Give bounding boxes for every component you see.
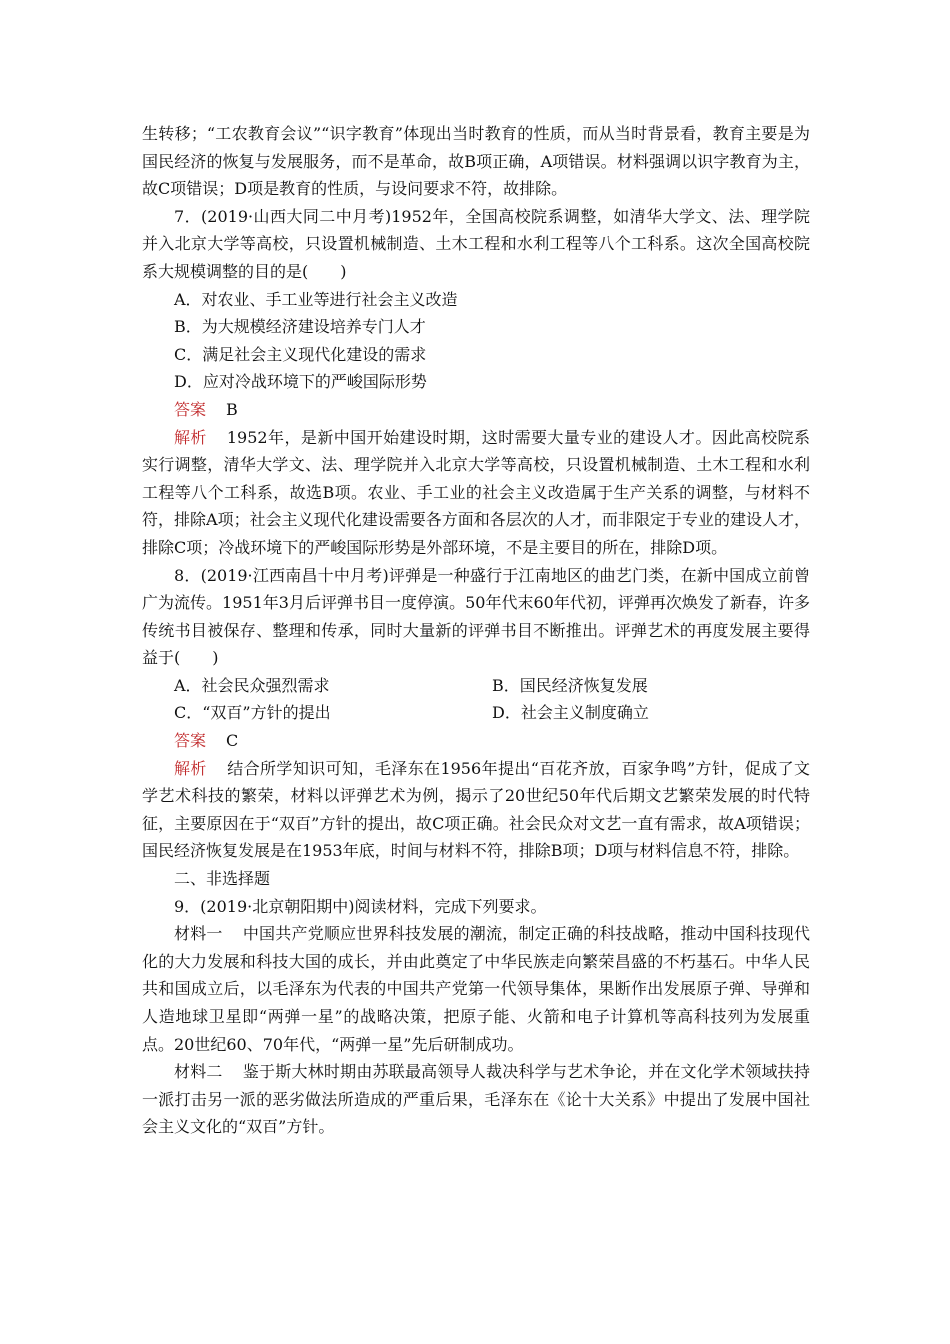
- answer-value: C: [226, 731, 239, 751]
- material-text: 中国共产党顺应世界科技发展的潮流，制定正确的科技战略，推动中国科技现代化的大力发展和科技大国的成长，并由此奠定了中华民族走向繁荣昌盛的不朽基石。中华人民共和国成立后，以毛泽东为代表的中国共产党第一代领导集体，果断作出发展原子弹、导弹和人造地球卫星即“两弹一星”的战略决策，把原子能、火箭和电子计算机等高科技列为发展重点。20世纪60、70年代，“两弹一星”先后研制成功。: [142, 924, 810, 1054]
- answer-value: B: [226, 399, 238, 419]
- material-label: 材料一: [174, 924, 223, 944]
- analysis-text: 结合所学知识可知，毛泽东在1956年提出“百花齐放，百家争鸣”方针，促成了文学艺术科技的繁荣，材料以评弹艺术为例，揭示了20世纪50年代后期文艺繁荣发展的时代特征，主要原因在于“双百”方针的提出，故C项正确。社会民众对文艺一直有需求，故A项错误；国民经济恢复发展是在1953年底，时间与材料不符，排除B项；D项与材料信息不符，排除。: [142, 758, 810, 861]
- question-8-options-row-1: [142, 672, 810, 700]
- analysis-text: 1952年，是新中国开始建设时期，这时需要大量专业的建设人才。因此高校院系实行调整，清华大学文、法、理学院并入北京大学等高校，只设置机械制造、土木工程和水利工程等八个工科系，故选B项。农业、手工业的社会主义改造属于生产关系的调整，与材料不符，排除A项；社会主义现代化建设需要各方面和各层次的人才，而非限定于专业的建设人才，排除C项；冷战环境下的严峻国际形势是外部环境，不是主要目的所在，排除D项。: [142, 427, 810, 557]
- analysis-label: 解析: [174, 758, 207, 778]
- question-8-option-a: A．社会民众强烈需求: [174, 675, 330, 695]
- question-8-option-b: B．国民经济恢复发展: [492, 675, 648, 695]
- question-8-stem: 8．(2019·江西南昌十中月考)评弹是一种盛行于江南地区的曲艺门类，在新中国成立前曾广为流传。1951年3月后评弹书目一度停演。50年代末60年代初，评弹再次焕发了新春，许多传统书目被保存、整理和传承，同时大量新的评弹书目不断推出。评弹艺术的再度发展主要得益于( ): [142, 565, 810, 668]
- analysis-label: 解析: [174, 427, 207, 447]
- material-label: 材料二: [174, 1062, 223, 1082]
- answer-label: 答案: [174, 399, 207, 419]
- question-9-material-1: [142, 920, 810, 1058]
- intro-paragraph: 生转移；“工农教育会议”“识字教育”体现出当时教育的性质，而从当时背景看，教育主要是为国民经济的恢复与发展服务，而不是革命，故B项正确，A项错误。材料强调以识字教育为主，故C项错误；D项是教育的性质，与设问要求不符，故排除。: [142, 124, 810, 199]
- question-9-stem: 9．(2019·北京朝阳期中)阅读材料，完成下列要求。: [174, 896, 547, 916]
- question-8-answer: [142, 727, 810, 755]
- question-7-option-a: A．对农业、手工业等进行社会主义改造: [174, 289, 458, 309]
- document-page: [142, 120, 810, 1141]
- section-heading: 二、非选择题: [174, 869, 271, 889]
- question-7-option-d: D．应对冷战环境下的严峻国际形势: [174, 372, 427, 392]
- answer-label: 答案: [174, 731, 207, 751]
- material-text: 鉴于斯大林时期由苏联最高领导人裁决科学与艺术争论，并在文化学术领域扶持一派打击另一派的恶劣做法所造成的严重后果，毛泽东在《论十大关系》中提出了发展中国社会主义文化的“双百”方针。: [142, 1062, 810, 1137]
- question-8-option-c: C．“双百”方针的提出: [174, 703, 331, 723]
- question-9-material-2: [142, 1058, 810, 1141]
- question-7-option-c: C．满足社会主义现代化建设的需求: [174, 344, 427, 364]
- question-8-option-d: D．社会主义制度确立: [492, 703, 649, 723]
- question-8-analysis: [142, 755, 810, 865]
- question-7-answer: [142, 396, 810, 424]
- question-7-stem: 7．(2019·山西大同二中月考)1952年，全国高校院系调整，如清华大学文、法、理学院并入北京大学等高校，只设置机械制造、土木工程和水利工程等八个工科系。这次全国高校院系大规模调整的目的是( ): [142, 206, 810, 281]
- question-7-analysis: [142, 424, 810, 562]
- question-8-options-row-2: [142, 699, 810, 727]
- question-7-option-b: B．为大规模经济建设培养专门人才: [174, 317, 426, 337]
